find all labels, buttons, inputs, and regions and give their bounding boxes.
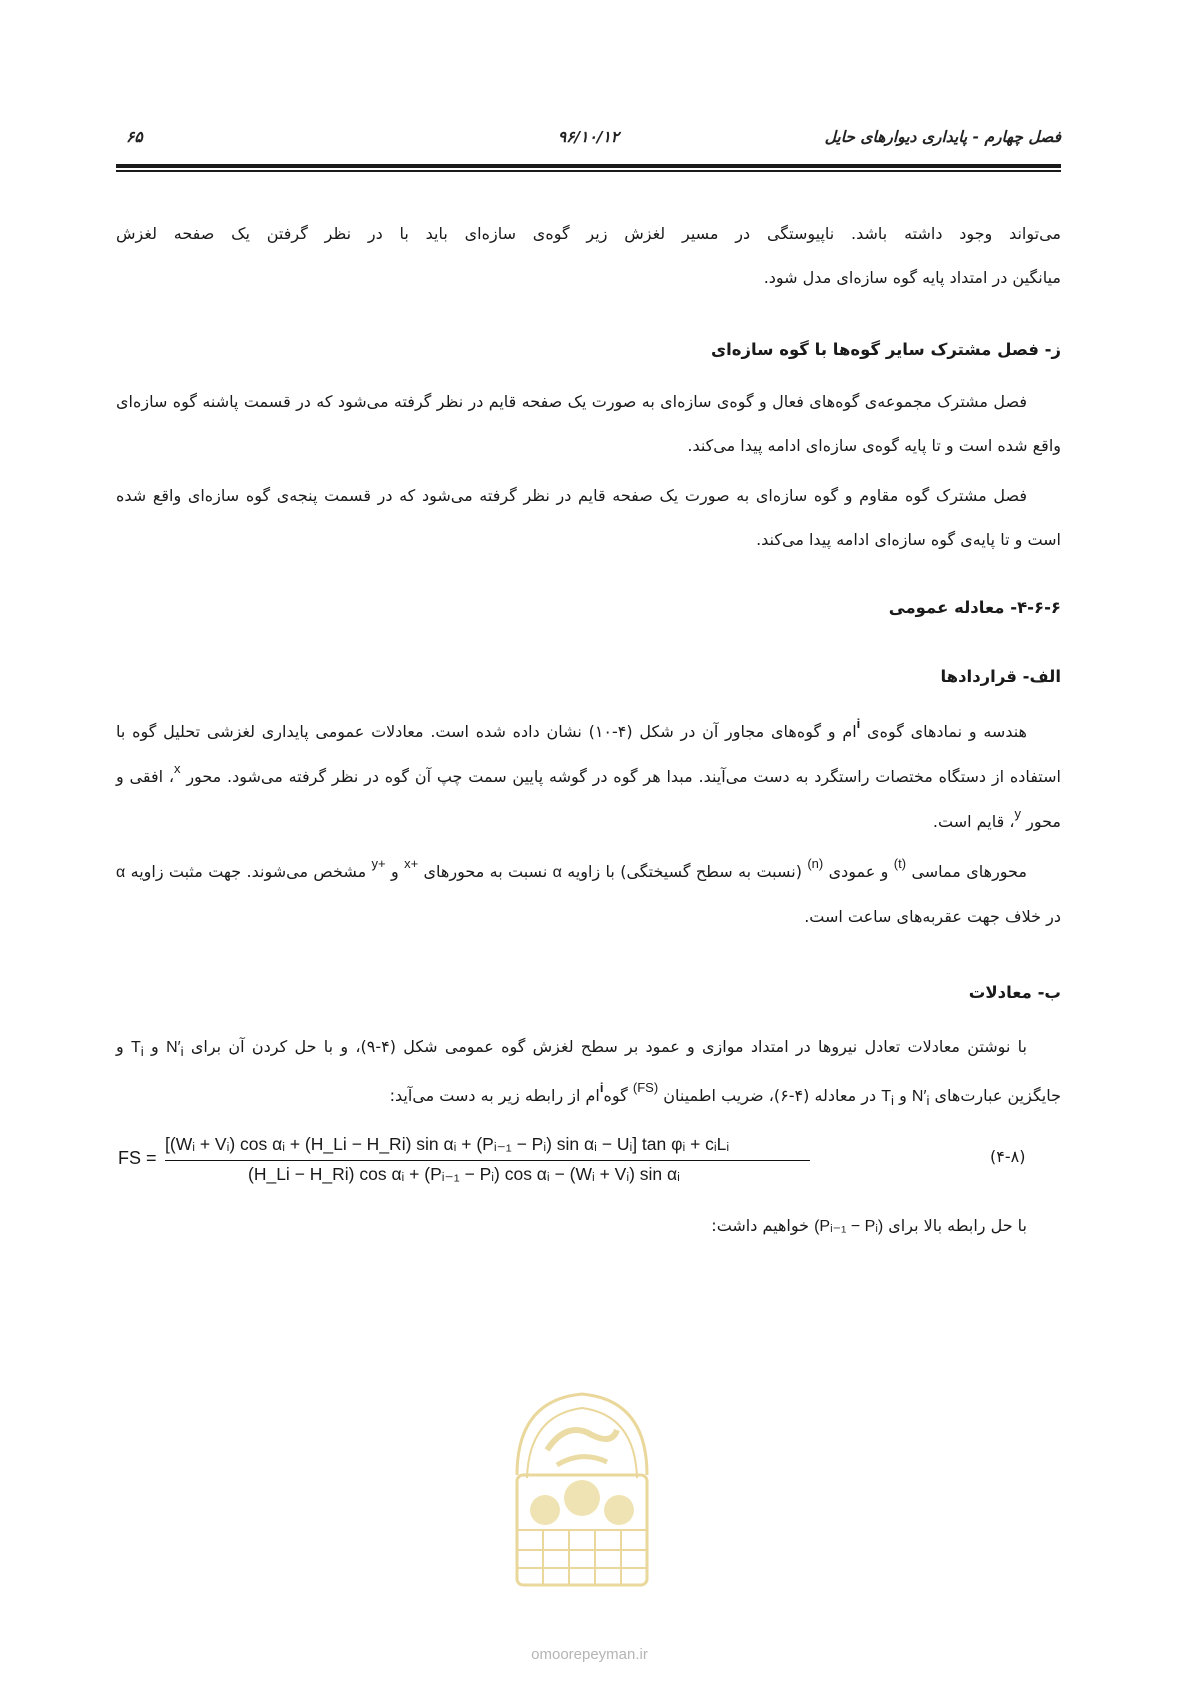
z-paragraph-1-text: فصل مشترک مجموعه‌ی گوه‌های فعال و گوه‌ی سازه‌ای به صورت یک صفحه قایم در نظر گرفته می‌شود که در قسمت پاشنه گوه سازه‌ای واقع شده است و تا پایه گوه‌ی سازه‌ای ادامه پیدا می‌کند.: [116, 392, 1061, 455]
symbol-n: (n): [807, 856, 824, 871]
section-z-heading: ز- فصل مشترک سایر گوه‌ها با گوه سازه‌ای: [711, 340, 1061, 359]
be-p2-text-b: و جایگزین عبارت‌های: [116, 1037, 1061, 1106]
fraction-bar: [165, 1160, 810, 1161]
z-paragraph-2: [116, 474, 1061, 562]
symbol-alpha: α: [552, 864, 562, 881]
alef-p2-text-e: و: [390, 862, 399, 881]
equation-denominator: (H_Li − H_Ri) cos αᵢ + (Pᵢ₋₁ − Pᵢ) cos αᵢ − (Wᵢ + Vᵢ) sin αᵢ: [248, 1164, 680, 1184]
alef-p1-text-d: ، قایم است.: [932, 812, 1015, 831]
symbol-x: x: [174, 761, 181, 776]
z-paragraph-2-text: فصل مشترک گوه مقاوم و گوه سازه‌ای به صورت یک صفحه قایم در نظر گرفته می‌شود که در قسمت پنجه‌ی گوه سازه‌ای واقع شده است و تا پایه‌ی گوه سازه‌ای ادامه پیدا می‌کند.: [116, 486, 1061, 549]
be-p2-text-a: و: [151, 1037, 159, 1056]
symbol-plus-y: +y: [371, 856, 386, 871]
header-rule-thin: [116, 170, 1061, 172]
closing-expression: (Pᵢ₋₁ − Pᵢ): [814, 1218, 884, 1235]
symbol-i: i: [856, 716, 861, 731]
alef-p1-text-b: ام و گوه‌های مجاور آن در شکل (۴-۱۰) نشان داده شده است. معادلات عمومی پایداری لغزشی تحلیل گوه با استفاده از دستگاه مختصات راستگرد به دست می‌آیند. مبدا هر گوه در گوشه پایین سمت چپ آن گوه در نظر گرفته می‌شود. محور: [116, 722, 1061, 786]
alef-p2-text-g: در خلاف جهت عقربه‌های ساعت است.: [804, 907, 1061, 926]
closing-text-b: خواهیم داشت:: [711, 1216, 809, 1235]
alef-p2-text-d: نسبت به محورهای: [423, 862, 548, 881]
symbol-plus-x: +x: [404, 856, 419, 871]
page-header: [116, 128, 1061, 150]
section-general-heading: ۴-۶-۶- معادله عمومی: [888, 598, 1061, 617]
symbol-alpha-2: α: [116, 864, 126, 881]
be-heading: ب- معادلات: [968, 983, 1061, 1002]
symbol-N-prime-2: $N'_i$: [911, 1088, 930, 1109]
intro-line-1: می‌تواند وجود داشته باشد. ناپیوستگی در مسیر لغزش زیر گوه‌ی سازه‌ای باید با در نظر گرفتن یک صفحه لغزش: [116, 224, 1061, 243]
closing-text-a: با حل رابطه بالا برای: [888, 1216, 1027, 1235]
alef-paragraph-1: [116, 710, 1061, 845]
closing-paragraph: [116, 1204, 1061, 1249]
alef-p1-text-c: ، افقی و محور: [116, 767, 1061, 831]
page-number: ۶۵: [126, 128, 143, 146]
header-date: ۹۶/۱۰/۱۲: [557, 128, 620, 146]
alef-heading: الف- قراردادها: [940, 667, 1061, 686]
equation-number: (۴-۸): [990, 1147, 1026, 1166]
be-p2-text-c: و: [899, 1086, 907, 1106]
alef-p2-text-f: مشخص می‌شوند. جهت مثبت زاویه: [130, 862, 367, 881]
symbol-y: y: [1014, 806, 1022, 821]
symbol-fs: (FS): [632, 1080, 659, 1096]
symbol-t: (t): [893, 856, 907, 871]
be-p1-text: با نوشتن معادلات تعادل نیروها در امتداد موازی و عمود بر سطح لغزش گوه عمومی شکل (۴-۹)، و با حل کردن آن برای: [190, 1037, 1028, 1056]
equation-fs: [118, 1128, 818, 1198]
symbol-N-prime: $N'_i$: [166, 1039, 184, 1060]
intro-paragraph: [116, 212, 1061, 300]
symbol-i-2: i: [599, 1080, 604, 1096]
symbol-T-2: $T_i$: [881, 1088, 894, 1109]
intro-line-2: میانگین در امتداد پایه گوه سازه‌ای مدل شود.: [763, 268, 1061, 287]
header-rule-thick: [116, 164, 1061, 168]
be-p2-text-e: گوه: [603, 1086, 628, 1106]
watermark-caption: omoorepeyman.ir: [531, 1646, 648, 1663]
be-paragraph: [116, 1025, 1061, 1123]
be-p2-text-f: ام از رابطه زیر به دست می‌آید:: [389, 1086, 600, 1106]
chapter-title: فصل چهارم - پایداری دیوارهای حایل: [824, 128, 1061, 146]
symbol-T: $T_i$: [131, 1039, 144, 1060]
alef-paragraph-2: [116, 850, 1061, 939]
be-p2-text-d: در معادله (۴-۶)، ضریب اطمینان: [663, 1086, 877, 1106]
z-paragraph-1: [116, 380, 1061, 468]
alef-p2-text-c: (نسبت به سطح گسیختگی) با زاویه: [567, 862, 802, 881]
alef-p2-text-a: محورهای مماسی: [911, 862, 1027, 881]
alef-p1-text-a: هندسه و نمادهای گوه‌ی: [867, 722, 1027, 741]
equation-numerator: [(Wᵢ + Vᵢ) cos αᵢ + (H_Li − H_Ri) sin αᵢ + (Pᵢ₋₁ − Pᵢ) sin αᵢ − Uᵢ] tan φᵢ + cᵢLᵢ: [165, 1134, 730, 1154]
publisher-seal-logo: [497, 1380, 667, 1630]
equation-lhs: FS =: [118, 1148, 157, 1168]
alef-p2-text-b: و عمودی: [828, 862, 889, 881]
